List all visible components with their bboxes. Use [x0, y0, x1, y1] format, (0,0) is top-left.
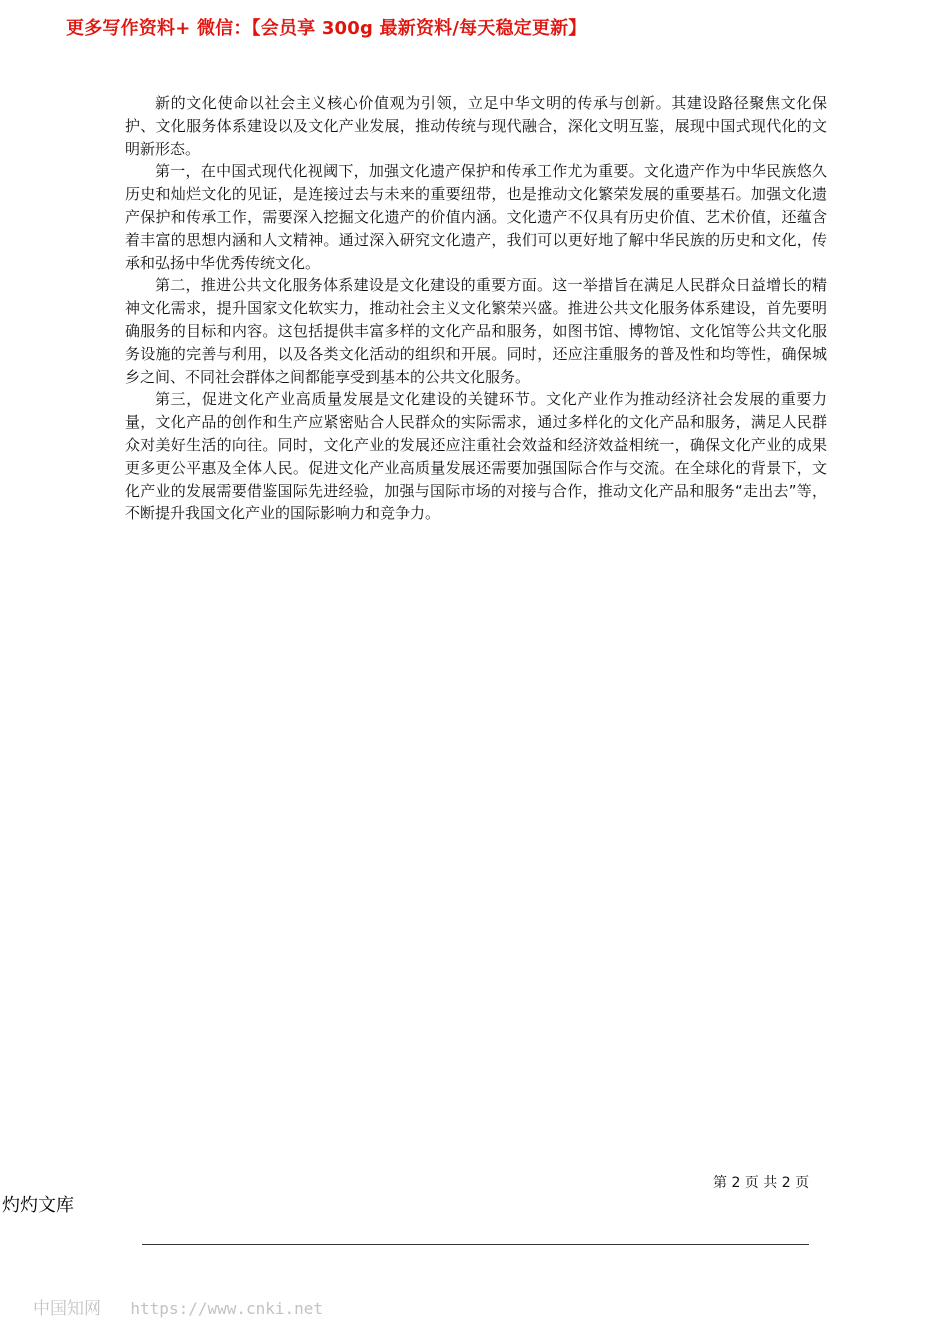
cnki-watermark — [33, 1294, 323, 1319]
page-number: 第 2 页 共 2 页 — [713, 1175, 810, 1191]
paragraph-third: 第三，促进文化产业高质量发展是文化建设的关键环节。文化产业作为推动经济社会发展的重要力量，文化产品的创作和生产应紧密贴合人民群众的实际需求，通过多样化的文化产品和服务，满足人民群众对美好生活的向往。同时，文化产业的发展还应注重社会效益和经济效益相统一，确保文化产业的成果更多更公平惠及全体人民。促进文化产业高质量发展还需要加强国际合作与交流。在全球化的背景下，文化产业的发展需要借鉴国际先进经验，加强与国际市场的对接与合作，推动文化产品和服务“走出去”等，不断提升我国文化产业的国际影响力和竞争力。 — [125, 390, 827, 523]
promo-banner: 更多写作资料+ 微信：【会员享 300g 最新资料/每天稳定更新】 — [66, 18, 587, 39]
paragraph-first: 第一，在中国式现代化视阈下，加强文化遗产保护和传承工作尤为重要。文化遗产作为中华民族悠久历史和灿烂文化的见证，是连接过去与未来的重要纽带，也是推动文化繁荣发展的重要基石。加强文化遗产保护和传承工作，需要深入挖掘文化遗产的价值内涵。文化遗产不仅具有历史价值、艺术价值，还蕴含着丰富的思想内涵和人文精神。通过深入研究文化遗产，我们可以更好地了解中华民族的历史和文化，传承和弘扬中华优秀传统文化。 — [125, 162, 827, 272]
document-body — [125, 92, 827, 525]
library-name: 灼灼文库 — [2, 1195, 74, 1216]
watermark-url: https://www.cnki.net — [130, 1299, 324, 1318]
paragraph-second: 第二，推进公共文化服务体系建设是文化建设的重要方面。这一举措旨在满足人民群众日益增长的精神文化需求，提升国家文化软实力，推动社会主义文化繁荣兴盛。推进公共文化服务体系建设，首先要明确服务的目标和内容。这包括提供丰富多样的文化产品和服务，如图书馆、博物馆、文化馆等公共文化服务设施的完善与利用，以及各类文化活动的组织和开展。同时，还应注重服务的普及性和均等性，确保城乡之间、不同社会群体之间都能享受到基本的公共文化服务。 — [125, 276, 827, 386]
watermark-name: 中国知网 — [33, 1299, 101, 1319]
footer-divider — [142, 1244, 809, 1245]
paragraph-intro: 新的文化使命以社会主义核心价值观为引领，立足中华文明的传承与创新。其建设路径聚焦文化保护、文化服务体系建设以及文化产业发展，推动传统与现代融合，深化文明互鉴，展现中国式现代化的文明新形态。 — [125, 94, 827, 158]
